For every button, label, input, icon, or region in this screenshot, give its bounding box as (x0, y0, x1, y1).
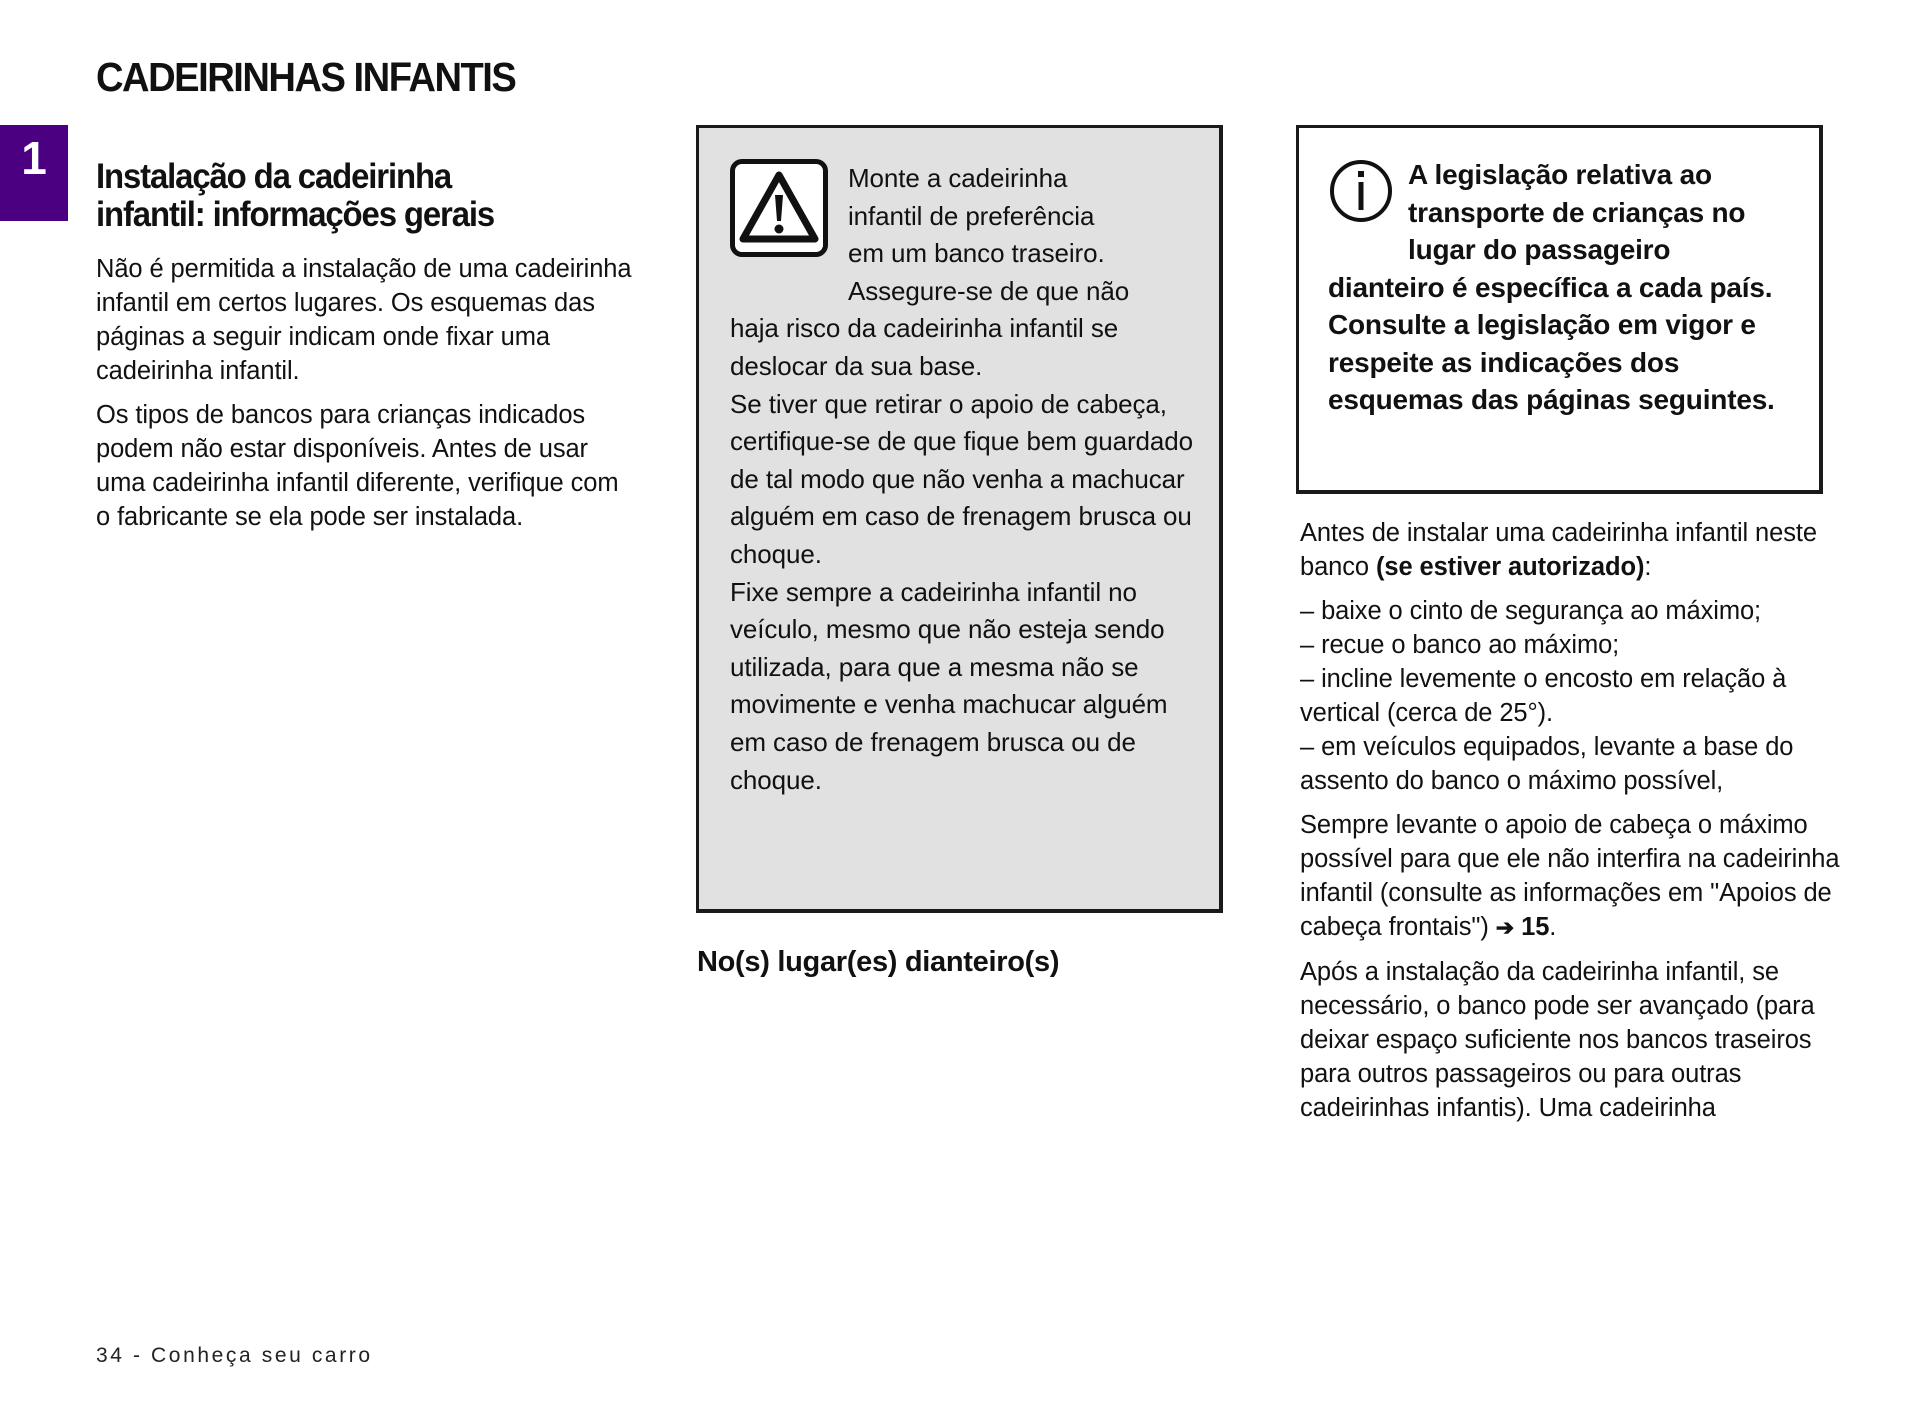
arrow-right-icon: ➔ (1495, 915, 1515, 940)
info-line: lugar do passageiro (1408, 234, 1671, 265)
warning-line: Monte a cadeirinha (848, 163, 1068, 193)
warning-box (696, 125, 1223, 913)
authorized-condition: (se estiver autorizado) (1375, 553, 1645, 581)
warning-paragraph-3: Fixe sempre a cadeirinha infantil no veículo, mesmo que não esteja sendo utilizada, para que a mesma não se movimente e venha machucar alguém em caso de frenagem brusca ou de choque. (730, 576, 1168, 795)
page-number: 34 (96, 1344, 125, 1367)
preparation-list (1300, 594, 1860, 798)
warning-paragraph-1-rest: haja risco da cadeirinha infantil se deslocar da sua base. (730, 313, 1119, 381)
warning-line: em um banco traseiro. (848, 238, 1105, 269)
list-item: – recue o banco ao máximo; (1300, 631, 1620, 659)
paragraph-not-permitted: Não é permitida a instalação de uma cadeirinha infantil em certos lugares. Os esquemas das páginas a seguir indicam onde fixar uma cadeirinha infantil. (96, 255, 632, 385)
paragraph-seat-types: Os tipos de bancos para crianças indicados podem não estar disponíveis. Antes de usar uma cadeirinha infantil diferente, verifique com o fabricante se ela pode ser instalada. (96, 401, 619, 531)
section-heading-line-2: infantil: informações gerais (96, 195, 495, 234)
page-title: CADEIRINHAS INFANTIS (96, 54, 516, 100)
warning-line: Assegure-se de que não (848, 275, 1130, 306)
info-line: transporte de crianças no (1408, 196, 1746, 228)
list-item: – em veículos equipados, levante a base do assento do banco o máximo possível, (1300, 733, 1794, 795)
page-footer: 34 - Conheça seu carro (96, 1344, 373, 1367)
intro-paragraph: Antes de instalar uma cadeirinha infantil neste banco (se estiver autorizado): (1300, 519, 1817, 581)
warning-text (730, 160, 1210, 799)
front-seats-subheading: No(s) lugar(es) dianteiro(s) (697, 946, 1060, 978)
info-text (1328, 156, 1808, 419)
chapter-tab (0, 125, 68, 221)
warning-line: infantil de preferência (848, 200, 1095, 231)
page-reference-link[interactable]: 15 (1521, 913, 1550, 941)
chapter-number: 1 (21, 132, 47, 184)
list-item: – baixe o cinto de segurança ao máximo; (1300, 597, 1762, 625)
chapter-name: Conheça seu carro (151, 1344, 373, 1367)
left-column-body (96, 252, 636, 544)
after-install-paragraph: Após a instalação da cadeirinha infantil, se necessário, o banco pode ser avançado (para deixar espaço suficiente nos bancos traseiros para outros passageiros ou para outras cadeirinhas infantis). Uma cadeirinha (1300, 958, 1815, 1122)
headrest-paragraph: Sempre levante o apoio de cabeça o máximo possível para que ele não interfira na cadeirinha infantil (consulte as informações em "Apoios de cabeça frontais") ➔ 15. (1300, 811, 1840, 941)
section-heading-line-1: Instalação da cadeirinha (96, 157, 452, 196)
info-box (1296, 125, 1823, 494)
section-heading (96, 158, 660, 234)
right-column-body (1300, 516, 1860, 1135)
list-item: – incline levemente o encosto em relação à vertical (cerca de 25°). (1300, 665, 1787, 727)
info-text-rest: dianteiro é específica a cada país. Consulte a legislação em vigor e respeite as indicações dos esquemas das páginas seguintes. (1328, 271, 1775, 415)
warning-paragraph-2: Se tiver que retirar o apoio de cabeça, certifique-se de que fique bem guardado de tal modo que não venha a machucar alguém em caso de frenagem brusca ou choque. (730, 388, 1193, 569)
info-line: A legislação relativa ao (1408, 159, 1712, 190)
